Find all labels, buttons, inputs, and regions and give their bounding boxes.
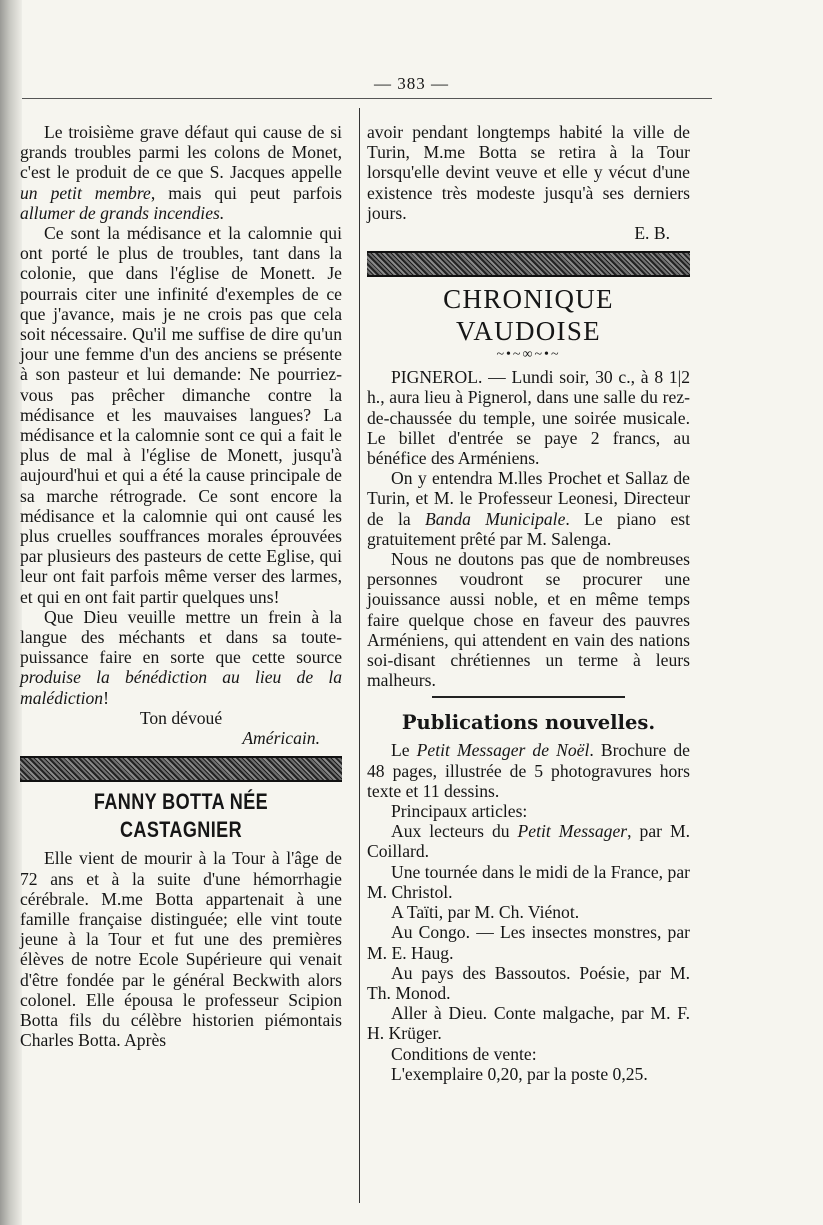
page-edge-shadow xyxy=(0,0,22,1225)
publication-article: A Taïti, par M. Ch. Viénot. xyxy=(391,902,580,923)
section-banner-ornament xyxy=(20,756,342,782)
publication-article: Au Congo. — Les insectes monstres, par M. E. Haug. xyxy=(367,922,690,963)
signature-author: Américain. xyxy=(242,728,320,749)
paragraph-pignerol: PIGNEROL. — Lundi soir, 30 c., à 8 1|2 h., aura lieu à Pignerol, dans une salle du rez-de-chaussée du temple, une soirée musicale. Le billet d'entrée se paye 2 francs, au bénéfice des Arméniens. xyxy=(367,367,690,469)
column-divider xyxy=(359,108,360,1203)
heading-chronique-vaudoise: CHRONIQUE VAUDOISE xyxy=(443,284,614,347)
paragraph-fanny-continued: avoir pendant longtemps habité la ville de Turin, M.me Botta se retira à la Tour lorsqu'elle devint veuve et elle y vécut d'une existence très modeste jusqu'à ses derniers jours. xyxy=(367,122,690,223)
publication-entry: Le Petit Messager de Noël. Brochure de 48 pages, illustrée de 5 photogravures hors texte et 11 dessins. xyxy=(367,740,690,801)
publication-article: Aux lecteurs du Petit Messager, par M. Coillard. xyxy=(367,821,690,862)
paragraph-fanny-botta: Elle vient de mourir à la Tour à l'âge de 72 ans et à la suite d'une hémorrhagie cérébrale. M.me Botta appartenait à une famille française distinguée; elle vint toute jeune à la Tour et fut une des premières élèves de notre Ecole Supérieure qui venait d'être fondée par le général Beckwith alors colonel. Elle épousa le professeur Scipion Botta fils du célèbre historien piémontais Charles Botta. Après xyxy=(20,848,342,1051)
signature-salutation: Ton dévoué xyxy=(139,707,223,728)
signature-eb: E. B. xyxy=(634,223,670,244)
left-column xyxy=(20,122,342,1050)
heading-fanny-botta: FANNY BOTTA NÉE CASTAGNIER xyxy=(93,789,269,843)
publication-article: Une tournée dans le midi de la France, par M. Christol. xyxy=(367,861,690,902)
paragraph-concert-artists: On y entendra M.lles Prochet et Sallaz de Turin, et M. le Professeur Leonesi, Directeur de la Banda Municipale. Le piano est gratuitement prêté par M. Salenga. xyxy=(367,468,690,549)
paragraph-armeniens: Nous ne doutons pas que de nombreuses personnes voudront se procurer une jouissance aussi noble, et en même temps faire quelque chose en faveur des pauvres Arméniens, qui attendent en vain des nations soi-disant chrétiennes un terme à leurs malheurs. xyxy=(367,549,690,691)
page-number: — 383 — xyxy=(374,74,449,93)
publication-articles-heading: Principaux articles: xyxy=(391,801,528,822)
heading-publications-nouvelles: Publications nouvelles. xyxy=(401,711,656,735)
paragraph-grave-defaut: Le troisième grave défaut qui cause de si grands troubles parmi les colons de Monet, c'est le produit de ce que S. Jacques appelle un petit membre, mais qui peut parfois allumer de grands incendies. xyxy=(20,122,342,223)
header-rule xyxy=(22,98,712,99)
ornament-divider: ~•~∞~•~ xyxy=(496,347,561,363)
publication-article: Au pays des Bassoutos. Poésie, par M. Th. Monod. xyxy=(367,962,690,1003)
paragraph-que-dieu: Que Dieu veuille mettre un frein à la langue des méchants et dans sa toute-puissance faire en sorte que cette source produise la bénédiction au lieu de la malédiction! xyxy=(20,606,342,708)
publication-article: Aller à Dieu. Conte malgache, par M. F. H. Krüger. xyxy=(367,1003,690,1044)
publication-conditions: Conditions de vente: xyxy=(391,1043,537,1064)
right-column xyxy=(367,122,690,1084)
section-separator xyxy=(432,696,626,698)
paragraph-medisance: Ce sont la médisance et la calomnie qui ont porté le plus de troubles, tant dans la colonie, que dans l'église de Monett. Je pourrais citer une infinité d'exemples de ce que j'avance, mais je ne crois pas que cela soit nécessaire. Qu'il me suffise de dire qu'un jour une femme d'un des anciens se présente à son pasteur et lui demande: Ne pourriez-vous pas prêcher dimanche contre la médisance et les mauvaises langues? La médisance et la calomnie sont ce qui a fait le plus de mal à l'église de Monett, jusqu'à aujourd'hui et qui a été la cause principale de sa marche rétrograde. Ce sont encore la médisance et la calomnie qui ont causé les plus cruelles souffrances morales éprouvées par plusieurs des pasteurs de cette Eglise, qui leur ont fait parfois même verser des larmes, et qui en ont fait partir quelques uns! xyxy=(20,223,342,607)
section-banner-ornament xyxy=(367,251,690,277)
publication-price: L'exemplaire 0,20, par la poste 0,25. xyxy=(391,1063,648,1084)
